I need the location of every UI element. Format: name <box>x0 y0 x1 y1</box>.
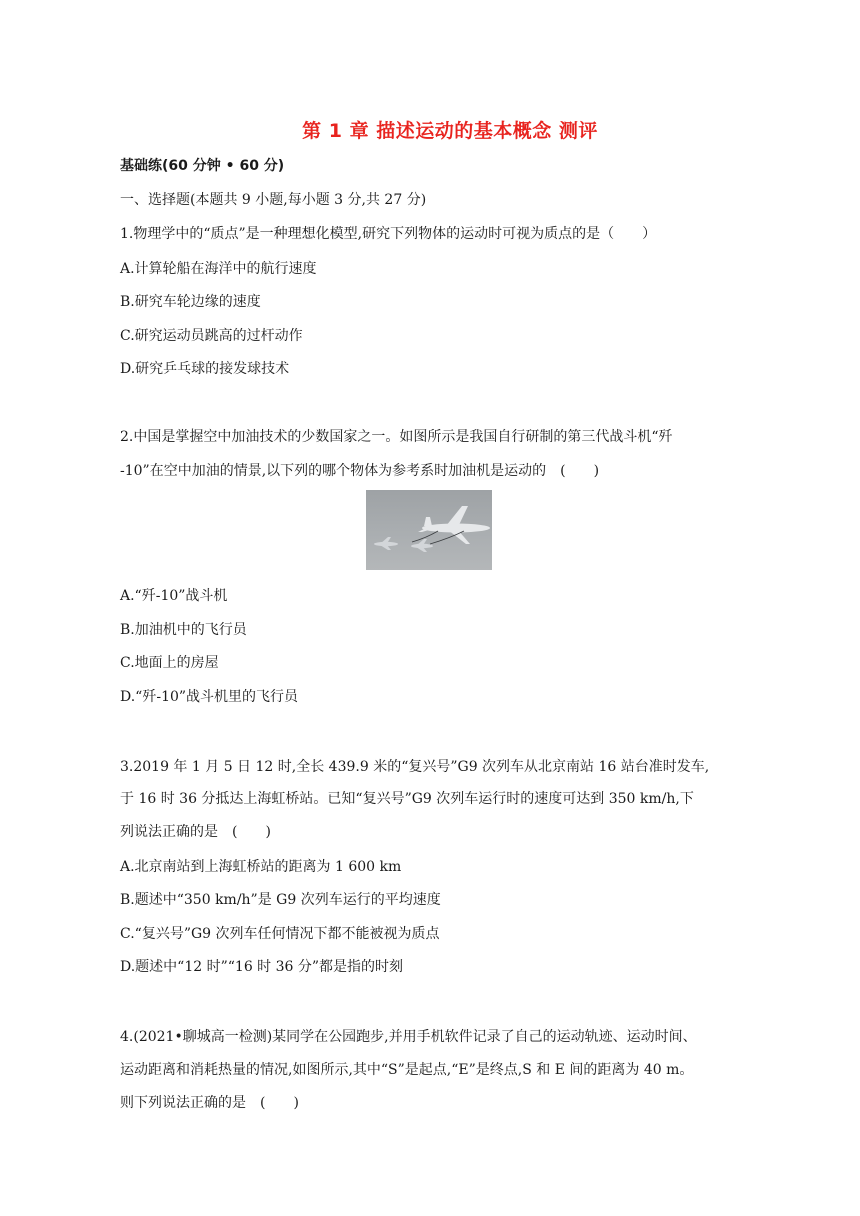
question-3-option-b: B.题述中“350 km/h”是 G9 次列车运行的平均速度 <box>120 892 441 908</box>
question-4-stem-line-3: 则下列说法正确的是 ( ) <box>120 1095 299 1111</box>
question-2-stem-line-2: -10”在空中加油的情景,以下列的哪个物体为参考系时加油机是运动的 ( ) <box>120 463 600 479</box>
question-1-option-d: D.研究乒乓球的接发球技术 <box>120 361 290 377</box>
question-3-option-d: D.题述中“12 时”“16 时 36 分”都是指的时刻 <box>120 959 404 975</box>
question-1-stem: 1.物理学中的“质点”是一种理想化模型,研究下列物体的运动时可视为质点的是（ ） <box>120 226 657 242</box>
question-4-stem-line-1: 4.(2021•聊城高一检测)某同学在公园跑步,并用手机软件记录了自己的运动轨迹、运动时间、 <box>120 1029 697 1045</box>
tanker-aircraft <box>418 506 490 544</box>
document-title: 第 1 章 描述运动的基本概念 测评 <box>302 120 598 142</box>
question-3-stem-line-3: 列说法正确的是 ( ) <box>120 824 271 840</box>
section-heading: 基础练(60 分钟 • 60 分) <box>120 158 285 174</box>
question-4-stem-line-2: 运动距离和消耗热量的情况,如图所示,其中“S”是起点,“E”是终点,S 和 E 间的距离为 40 m。 <box>120 1062 694 1078</box>
question-3-option-a: A.北京南站到上海虹桥站的距离为 1 600 km <box>120 859 402 875</box>
question-2-option-c: C.地面上的房屋 <box>120 655 219 671</box>
question-3-option-c: C.“复兴号”G9 次列车任何情况下都不能被视为质点 <box>120 926 440 942</box>
question-1-option-c: C.研究运动员跳高的过杆动作 <box>120 328 303 344</box>
fighter-jet-1 <box>374 537 398 550</box>
aircraft-illustration <box>366 490 492 570</box>
question-1-option-a: A.计算轮船在海洋中的航行速度 <box>120 261 317 277</box>
question-3-stem-line-2: 于 16 时 36 分抵达上海虹桥站。已知“复兴号”G9 次列车运行时的速度可达到 350 km/h,下 <box>120 791 694 807</box>
question-1-option-b: B.研究车轮边缘的速度 <box>120 294 261 310</box>
question-2-stem-line-1: 2.中国是掌握空中加油技术的少数国家之一。如图所示是我国自行研制的第三代战斗机“歼 <box>120 429 673 445</box>
part-heading: 一、选择题(本题共 9 小题,每小题 3 分,共 27 分) <box>120 192 427 208</box>
question-2-option-d: D.“歼-10”战斗机里的飞行员 <box>120 689 299 705</box>
question-2-option-a: A.“歼-10”战斗机 <box>120 588 228 604</box>
aerial-refueling-photo <box>366 490 492 570</box>
question-2-option-b: B.加油机中的飞行员 <box>120 622 247 638</box>
question-3-stem-line-1: 3.2019 年 1 月 5 日 12 时,全长 439.9 米的“复兴号”G9 次列车从北京南站 16 站台准时发车, <box>120 759 710 775</box>
